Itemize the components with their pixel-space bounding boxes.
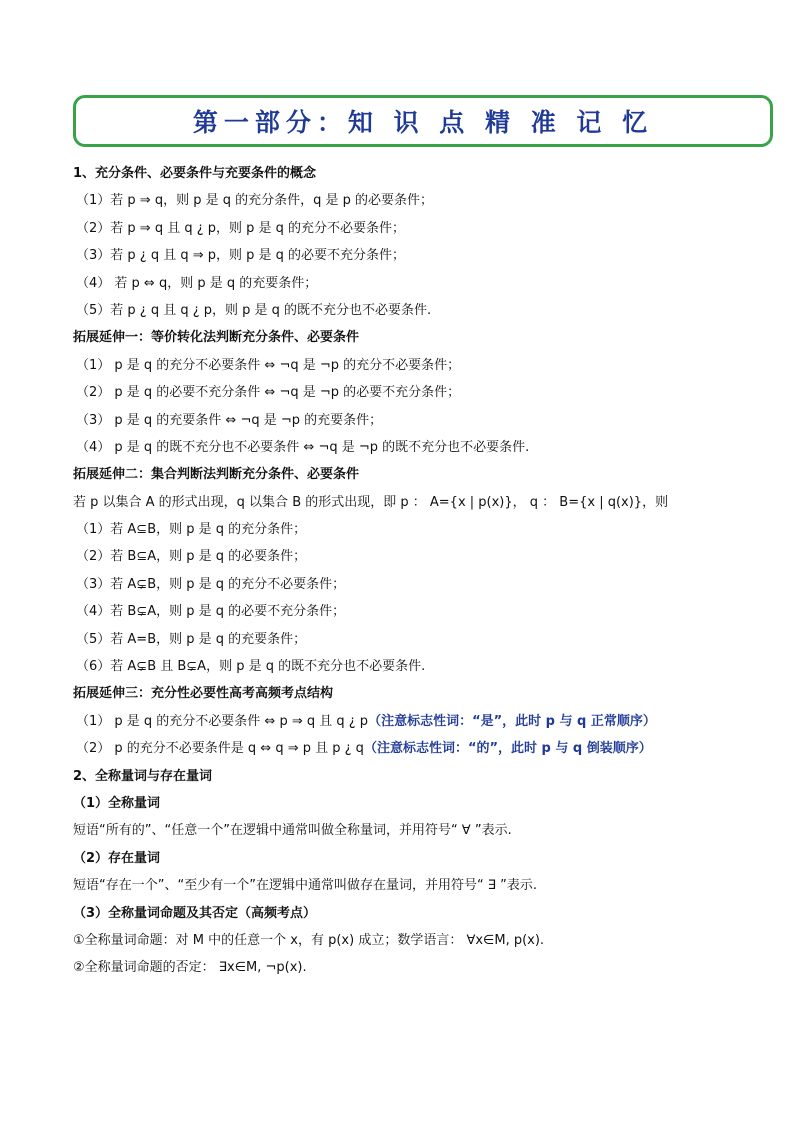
text-line: [73, 187, 763, 214]
section-heading: [73, 900, 763, 927]
line-text: 2、全称量词与存在量词: [73, 768, 213, 784]
line-text: （3） p 是 q 的充要条件 ⇔ ¬q 是 ¬p 的充要条件；: [76, 412, 383, 428]
line-text: 若 p 以集合 A 的形式出现，q 以集合 B 的形式出现，即 p ： A={x | p(x)}， q ： B={x | q(x)}，则: [73, 494, 669, 510]
section-title: 第一部分：知 识 点 精 准 记 忆: [192, 108, 654, 137]
section-heading: [73, 790, 763, 817]
line-text: （1） p 是 q 的充分不必要条件 ⇔ p ⇒ q 且 q ¿ p: [76, 713, 369, 729]
line-text: （4） p 是 q 的既不充分也不必要条件 ⇔ ¬q 是 ¬p 的既不充分也不必要条件.: [76, 439, 530, 455]
text-line: [73, 735, 763, 762]
line-text: 拓展延伸二：集合判断法判断充分条件、必要条件: [73, 467, 360, 483]
text-line: [73, 242, 763, 269]
section-heading: [73, 160, 763, 187]
line-note: （注意标志性词：“是”，此时 p 与 q 正常顺序）: [368, 713, 656, 729]
line-text: （2）若 B⊆A，则 p 是 q 的必要条件；: [76, 549, 307, 565]
text-line: [73, 434, 763, 461]
section-heading: [73, 680, 763, 707]
document-body: [73, 160, 763, 982]
line-text: ②全称量词命题的否定： ∃x∈M, ¬p(x).: [73, 960, 307, 976]
line-text: （1）全称量词: [73, 795, 161, 811]
line-text: （4）若 B⊊A，则 p 是 q 的必要不充分条件；: [76, 604, 346, 620]
text-line: [73, 954, 763, 981]
line-text: （1）若 p ⇒ q，则 p 是 q 的充分条件，q 是 p 的必要条件；: [76, 193, 433, 209]
line-text: ①全称量词命题：对 M 中的任意一个 x，有 p(x) 成立；数学语言： ∀x∈M, p(x).: [73, 932, 545, 948]
text-line: [73, 653, 763, 680]
line-text: （3）若 p ¿ q 且 q ⇒ p，则 p 是 q 的必要不充分条件；: [76, 248, 406, 264]
text-line: [73, 571, 763, 598]
line-text: 短语“所有的”、“任意一个”在逻辑中通常叫做全称量词，并用符号“ ∀ ”表示.: [73, 823, 512, 839]
section-heading: [73, 763, 763, 790]
section-banner: [73, 95, 773, 147]
text-line: [73, 927, 763, 954]
line-text: 拓展延伸一：等价转化法判断充分条件、必要条件: [73, 330, 360, 346]
text-line: [73, 872, 763, 899]
text-line: [73, 215, 763, 242]
text-line: [73, 817, 763, 844]
text-line: [73, 598, 763, 625]
line-text: （2） p 的充分不必要条件是 q ⇔ q ⇒ p 且 p ¿ q: [76, 741, 364, 757]
line-text: 短语“存在一个”、“至少有一个”在逻辑中通常叫做存在量词，并用符号“ ∃ ”表示.: [73, 878, 538, 894]
text-line: [73, 407, 763, 434]
line-text: （5）若 A=B，则 p 是 q 的充要条件；: [76, 631, 307, 647]
text-line: [73, 626, 763, 653]
text-line: [73, 379, 763, 406]
text-line: [73, 352, 763, 379]
text-line: [73, 270, 763, 297]
line-text: （4） 若 p ⇔ q，则 p 是 q 的充要条件；: [76, 275, 318, 291]
section-heading: [73, 461, 763, 488]
line-text: （1）若 A⊆B，则 p 是 q 的充分条件；: [76, 522, 307, 538]
text-line: [73, 516, 763, 543]
text-line: [73, 489, 763, 516]
line-text: （2） p 是 q 的必要不充分条件 ⇔ ¬q 是 ¬p 的必要不充分条件；: [76, 385, 461, 401]
line-text: 1、充分条件、必要条件与充要条件的概念: [73, 166, 317, 181]
text-line: [73, 297, 763, 324]
line-text: （2）若 p ⇒ q 且 q ¿ p，则 p 是 q 的充分不必要条件；: [76, 220, 406, 236]
line-text: （3）若 A⊊B，则 p 是 q 的充分不必要条件；: [76, 576, 346, 592]
text-line: [73, 543, 763, 570]
line-text: 拓展延伸三：充分性必要性高考高频考点结构: [73, 686, 334, 702]
section-heading: [73, 324, 763, 351]
text-line: [73, 708, 763, 735]
line-text: （1） p 是 q 的充分不必要条件 ⇔ ¬q 是 ¬p 的充分不必要条件；: [76, 357, 461, 373]
section-heading: [73, 845, 763, 872]
line-text: （3）全称量词命题及其否定（高频考点）: [73, 905, 317, 921]
line-note: （注意标志性词：“的”，此时 p 与 q 倒装顺序）: [363, 741, 652, 757]
line-text: （6）若 A⊊B 且 B⊊A，则 p 是 q 的既不充分也不必要条件.: [76, 659, 426, 675]
line-text: （5）若 p ¿ q 且 q ¿ p，则 p 是 q 的既不充分也不必要条件.: [76, 302, 432, 318]
line-text: （2）存在量词: [73, 850, 161, 866]
